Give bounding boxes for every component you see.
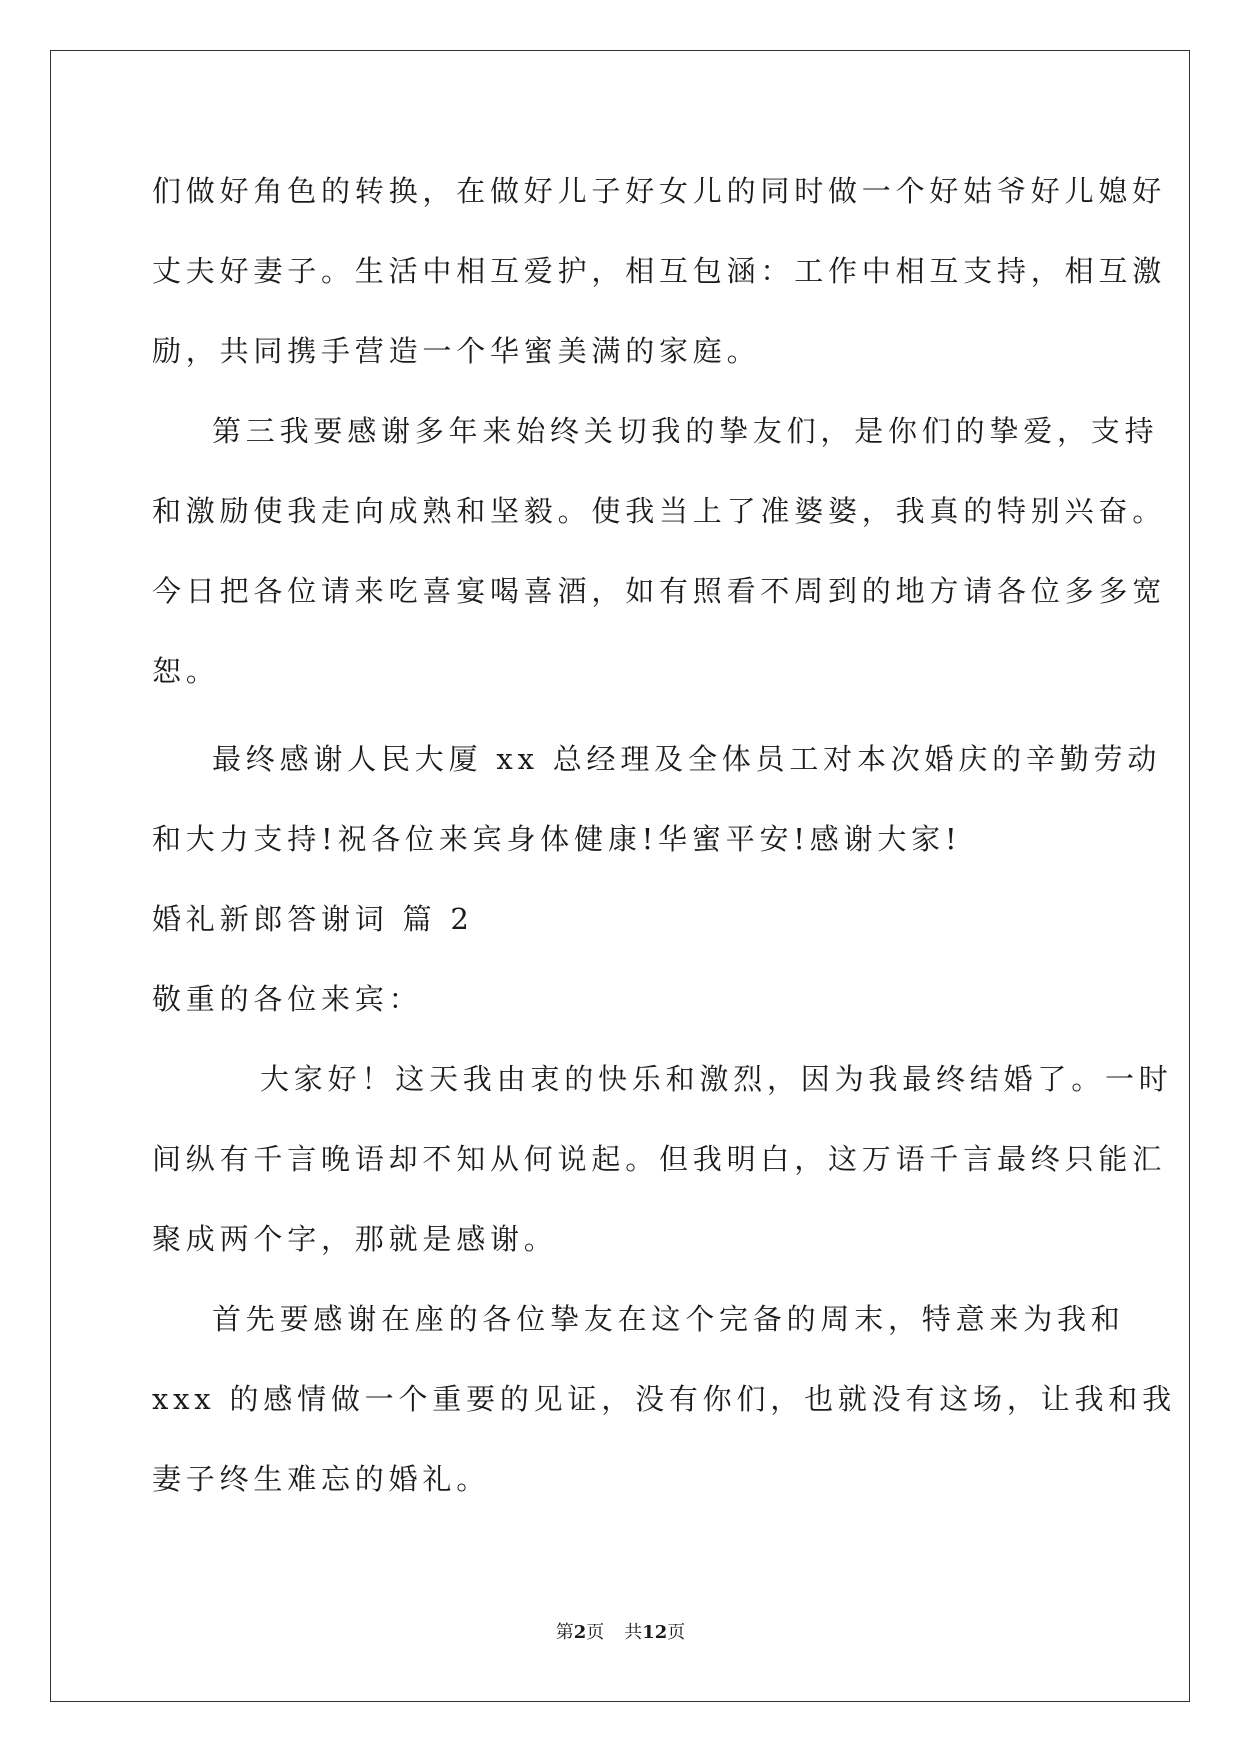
body-text-line: 今日把各位请来吃喜宴喝喜酒，如有照看不周到的地方请各位多多宽 xyxy=(152,574,1167,608)
body-text-line: 丈夫好妻子。生活中相互爱护，相互包涵：工作中相互支持，相互激 xyxy=(152,254,1167,288)
body-text-line: 和激励使我走向成熟和坚毅。使我当上了准婆婆，我真的特别兴奋。 xyxy=(152,494,1167,528)
body-text-line: 励，共同携手营造一个华蜜美满的家庭。 xyxy=(152,334,761,368)
body-text-line: 聚成两个字，那就是感谢。 xyxy=(152,1222,558,1256)
section-heading: 婚礼新郎答谢词 篇 2 xyxy=(152,902,474,936)
page-unit: 页 xyxy=(586,1622,605,1643)
salutation: 敬重的各位来宾： xyxy=(152,982,423,1016)
body-text-line: 间纵有千言晚语却不知从何说起。但我明白，这万语千言最终只能汇 xyxy=(152,1142,1167,1176)
body-text-line: 和大力支持!祝各位来宾身体健康!华蜜平安!感谢大家! xyxy=(152,822,962,856)
body-text-line: xxx 的感情做一个重要的见证，没有你们，也就没有这场，让我和我 xyxy=(152,1382,1176,1416)
page-footer xyxy=(0,1620,1241,1646)
page-prefix: 第 xyxy=(555,1622,574,1643)
total-unit: 页 xyxy=(667,1622,686,1643)
body-text-line: 们做好角色的转换，在做好儿子好女儿的同时做一个好姑爷好儿媳好 xyxy=(152,174,1167,208)
body-text-line: 妻子终生难忘的婚礼。 xyxy=(152,1462,491,1496)
total-pages: 12 xyxy=(642,1622,668,1643)
page-border xyxy=(50,50,1190,1702)
body-text-line: 恕。 xyxy=(152,654,220,688)
body-text-line: 大家好！这天我由衷的快乐和激烈，因为我最终结婚了。一时 xyxy=(260,1062,1173,1096)
body-text-line: 首先要感谢在座的各位挚友在这个完备的周末，特意来为我和 xyxy=(212,1302,1125,1336)
page-number: 2 xyxy=(573,1622,587,1643)
body-text-line: 最终感谢人民大厦 xx 总经理及全体员工对本次婚庆的辛勤劳动 xyxy=(212,742,1162,776)
body-text-line: 第三我要感谢多年来始终关切我的挚友们，是你们的挚爱，支持 xyxy=(212,414,1159,448)
total-prefix: 共 xyxy=(624,1622,643,1643)
